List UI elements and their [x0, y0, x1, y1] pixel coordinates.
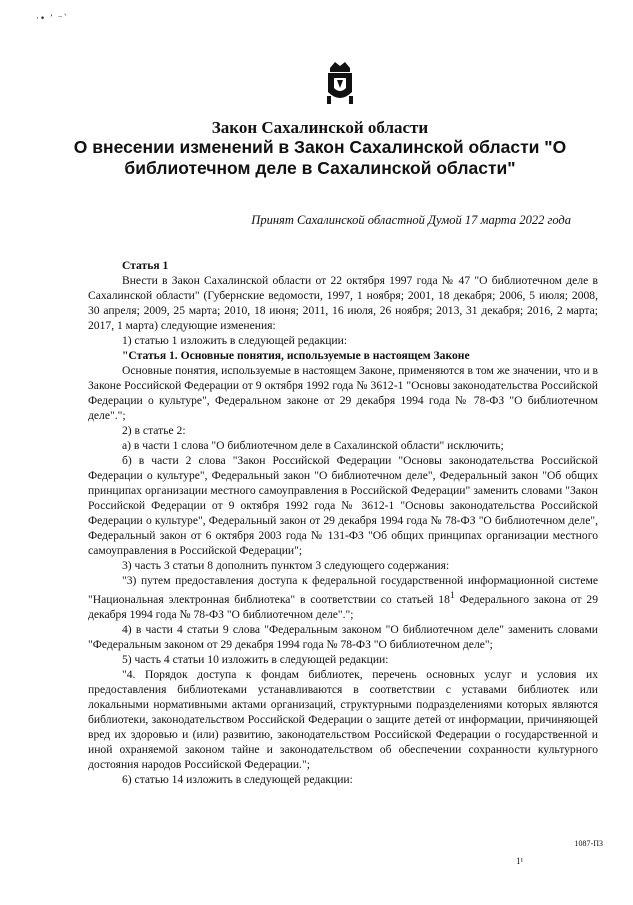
- article-heading: Статья 1: [122, 259, 169, 272]
- adoption-note: Принят Сахалинской областной Думой 17 марта 2022 года: [251, 213, 571, 227]
- document-code: 1087-ПЗ: [574, 839, 603, 848]
- paragraph-item-5: 5) часть 4 статьи 10 изложить в следующей редакции:: [122, 652, 389, 666]
- paragraph-item-3-text: [88, 573, 598, 622]
- paragraph-article-title: "Статья 1. Основные понятия, используемые в настоящем Законе: [122, 349, 470, 362]
- article-body: [88, 258, 598, 787]
- paragraph-item-1: 1) статью 1 изложить в следующей редакции:: [122, 334, 348, 347]
- coat-of-arms-icon: [327, 62, 353, 104]
- paragraph-item-6: 6) статью 14 изложить в следующей редакции:: [122, 772, 353, 786]
- page-mark: 1¹: [516, 856, 524, 866]
- law-title: Закон Сахалинской области: [211, 118, 429, 137]
- paragraph-item-3: 3) часть 3 статьи 8 дополнить пунктом 3 следующего содержания:: [122, 559, 450, 572]
- paragraph-item-2a: а) в части 1 слова "О библиотечном деле в Сахалинской области" исключить;: [122, 439, 504, 452]
- paragraph-item-5-text: "4. Порядок доступа к фондам библиотек, перечень основных услуг и условия их предоставления библиотеками устанавливаются в соответствии с уставами библиотек или локальными нормативными актами организаций, структурными подразделениями которых являются библиотеки, законодательством Российской Федерации о защите детей от информации, причиняющей вред их здоровью и (или) развитию, законодательством Российской Федерации о государственной и иной охраняемой законом тайне и законодательством об обеспечении сохранности культурного достояния народов Российской Федерации.";: [88, 667, 598, 771]
- paragraph-item-3-tail: Федерального закона от 29 декабря 1994 года № 78-ФЗ "О библиотечном деле".";: [88, 592, 598, 621]
- paragraph-item-3-main: "3) путем предоставления доступа к федеральной государственной информационной системе "Национальная электронная библиотека" в соответствии со статьей 18: [88, 574, 598, 606]
- paragraph-item-2b: б) в части 2 слова "Закон Российской Федерации "Основы законодательства Российской Федерации о культуре", Федеральный закон "О библиотечном деле", Федеральный закон "Об общих принципах организации местного самоуправления в Российской Федерации" заменить словами "Закон Российской Федерации от 9 октября 1992 года № 3612-1 "Основы законодательства Российской Федерации о культуре", Федеральный закон от 29 декабря 1994 года № 78-ФЗ "О библиотечном деле", Федеральный закон от 6 октября 2003 года № 131-ФЗ "Об общих принципах организации местного самоуправления в Российской Федерации";: [88, 454, 598, 557]
- law-subtitle: О внесении изменений в Закон Сахалинской области "О библиотечном деле в Сахалинской области": [73, 137, 567, 178]
- paragraph-item-4: 4) в части 4 статьи 9 слова "Федеральным законом "О библиотечном деле" заменить словами "Федеральным законом от 29 декабря 1994 года № 78-ФЗ "О библиотечном деле";: [88, 622, 598, 651]
- scan-marks: ·• ʼ ⁻ˋ: [36, 14, 70, 24]
- paragraph-definitions: Основные понятия, используемые в настоящем Законе, применяются в том же значении, что и в Законе Российской Федерации от 9 октября 1992 года № 3612-1 "Основы законодательства Российской Федерации о культуре", Федеральном законе от 29 декабря 1994 года № 78-ФЗ "О библиотечном деле".";: [88, 364, 598, 422]
- paragraph-intro: Внести в Закон Сахалинской области от 22 октября 1997 года № 47 "О библиотечном деле в Сахалинской области" (Губернские ведомости, 1997, 1 ноября; 2001, 18 декабря; 2006, 5 июля; 2008, 30 апреля; 2009, 25 марта; 2010, 18 июня; 2011, 16 июля, 26 ноября; 2013, 31 декабря; 2016, 2 марта; 2017, 1 марта) следующие изменения:: [88, 274, 598, 332]
- superscript: 1: [449, 590, 455, 601]
- paragraph-item-2: 2) в статье 2:: [122, 424, 186, 437]
